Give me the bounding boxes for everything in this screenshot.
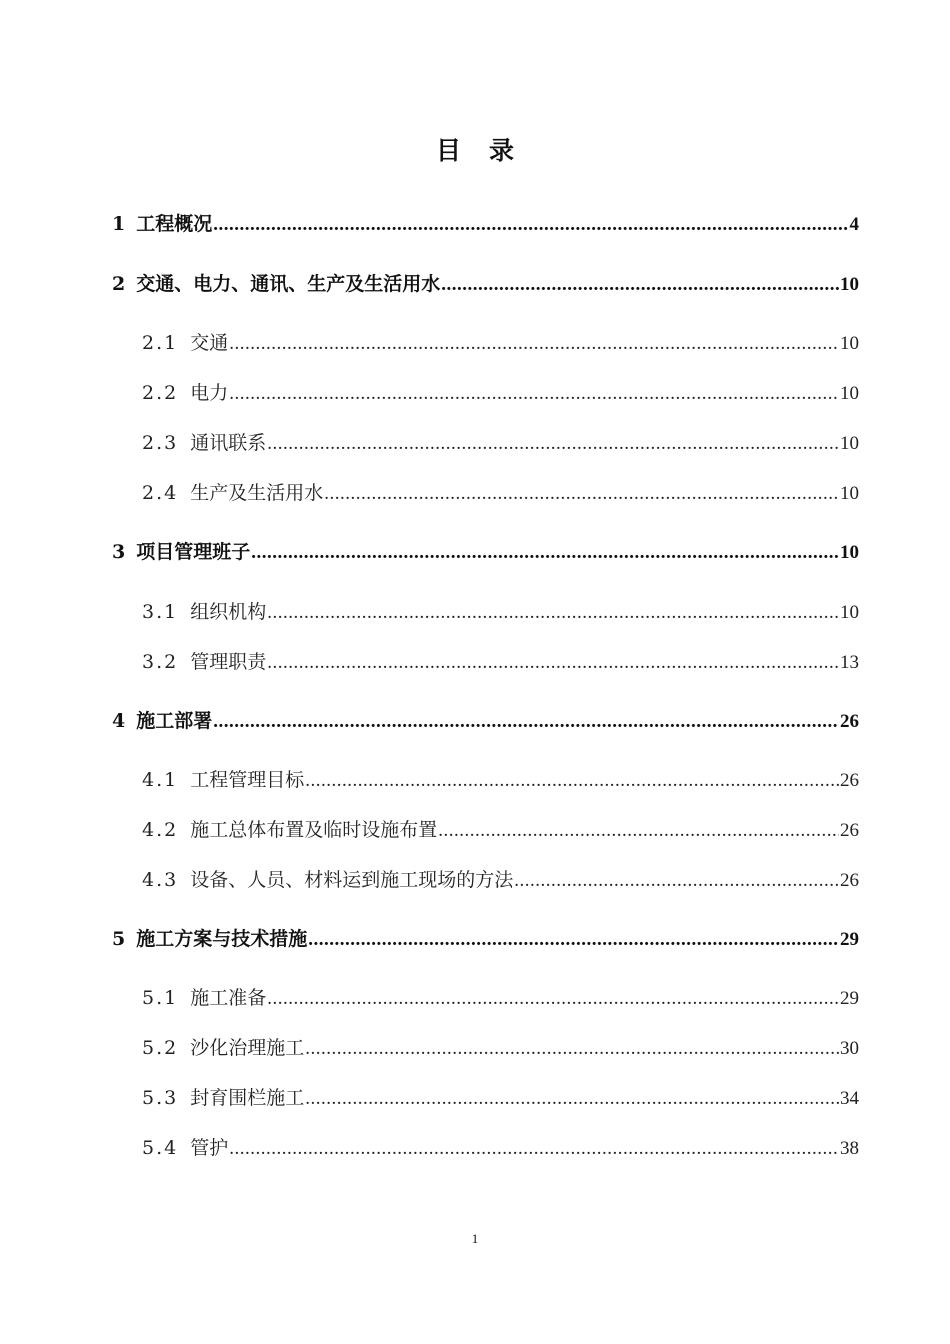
toc-entry-title: 电力 bbox=[190, 382, 229, 404]
toc-entry-title: 生产及生活用水 bbox=[190, 482, 324, 504]
toc-entry-number: 2 bbox=[112, 273, 126, 295]
toc-entry-page: 26 bbox=[840, 870, 859, 891]
toc-entry-number: 4.2 bbox=[142, 819, 179, 841]
toc-dot-leader bbox=[441, 267, 839, 303]
toc-entry-2-3[interactable] bbox=[142, 425, 859, 461]
toc-entry-page: 29 bbox=[840, 929, 859, 950]
toc-entry-number: 3.2 bbox=[142, 651, 179, 673]
toc-dot-leader bbox=[267, 426, 839, 462]
toc-entry-2-1[interactable] bbox=[142, 325, 859, 361]
toc-entry-5-3[interactable] bbox=[142, 1080, 859, 1116]
toc-entry-number: 2.4 bbox=[142, 482, 179, 504]
toc-entry-title: 交通、电力、通讯、生产及生活用水 bbox=[136, 273, 441, 295]
toc-entry-title: 封育围栏施工 bbox=[190, 1087, 305, 1109]
toc-entry-title: 工程概况 bbox=[136, 213, 213, 235]
toc-entry-5-1[interactable] bbox=[142, 980, 859, 1016]
toc-entry-page: 10 bbox=[840, 274, 859, 295]
toc-entry-number: 2.3 bbox=[142, 432, 179, 454]
toc-entry-page: 26 bbox=[840, 711, 859, 732]
toc-entry-title: 交通 bbox=[190, 332, 229, 354]
toc-dot-leader bbox=[438, 813, 839, 849]
toc-entry-number: 3 bbox=[112, 541, 126, 563]
toc-dot-leader bbox=[229, 1131, 839, 1167]
page-title: 目录 bbox=[435, 136, 542, 165]
toc-entry-page: 4 bbox=[849, 214, 859, 235]
toc-entry-title: 施工部署 bbox=[136, 710, 213, 732]
toc-entry-2[interactable] bbox=[112, 266, 859, 302]
toc-dot-leader bbox=[251, 535, 839, 571]
toc-entry-title: 项目管理班子 bbox=[136, 541, 251, 563]
toc-entry-4[interactable] bbox=[112, 703, 859, 739]
toc-entry-page: 10 bbox=[840, 602, 859, 623]
toc-entry-number: 5.3 bbox=[142, 1087, 179, 1109]
toc-entry-page: 26 bbox=[840, 770, 859, 791]
toc-entry-number: 2.2 bbox=[142, 382, 179, 404]
toc-dot-leader bbox=[229, 376, 839, 412]
toc-entry-title: 施工总体布置及临时设施布置 bbox=[190, 819, 438, 841]
toc-entry-page: 10 bbox=[840, 433, 859, 454]
page-number: 1 bbox=[471, 1231, 479, 1246]
toc-dot-leader bbox=[267, 595, 839, 631]
toc-entry-page: 34 bbox=[840, 1088, 859, 1109]
toc-entry-5[interactable] bbox=[112, 921, 859, 957]
toc-entry-3-2[interactable] bbox=[142, 644, 859, 680]
toc-dot-leader bbox=[267, 645, 839, 681]
toc-entry-title: 施工方案与技术措施 bbox=[136, 928, 308, 950]
toc-entry-page: 13 bbox=[840, 652, 859, 673]
toc-entry-5-4[interactable] bbox=[142, 1130, 859, 1166]
toc-entry-number: 1 bbox=[112, 213, 126, 235]
toc-entry-title: 管理职责 bbox=[190, 651, 267, 673]
toc-entry-4-1[interactable] bbox=[142, 762, 859, 798]
toc-entry-title: 组织机构 bbox=[190, 601, 267, 623]
toc-entry-number: 5.4 bbox=[142, 1137, 179, 1159]
toc-entry-title: 设备、人员、材料运到施工现场的方法 bbox=[190, 869, 514, 891]
toc-entry-title: 通讯联系 bbox=[190, 432, 267, 454]
toc-entry-number: 5.1 bbox=[142, 987, 179, 1009]
toc-entry-page: 10 bbox=[840, 483, 859, 504]
toc-entry-number: 5 bbox=[112, 928, 126, 950]
toc-dot-leader bbox=[267, 981, 839, 1017]
toc-entry-4-2[interactable] bbox=[142, 812, 859, 848]
toc-entry-number: 4 bbox=[112, 710, 126, 732]
toc-entry-title: 沙化治理施工 bbox=[190, 1037, 305, 1059]
toc-entry-title: 管护 bbox=[190, 1137, 229, 1159]
toc-entry-3-1[interactable] bbox=[142, 594, 859, 630]
toc-entry-3[interactable] bbox=[112, 534, 859, 570]
toc-entry-number: 5.2 bbox=[142, 1037, 179, 1059]
toc-entry-number: 2.1 bbox=[142, 332, 179, 354]
toc-dot-leader bbox=[305, 1081, 839, 1117]
toc-entry-page: 10 bbox=[840, 383, 859, 404]
toc-dot-leader bbox=[213, 704, 839, 740]
toc-entry-page: 30 bbox=[840, 1038, 859, 1059]
toc-entry-2-4[interactable] bbox=[142, 475, 859, 511]
toc-entry-number: 3.1 bbox=[142, 601, 179, 623]
toc-entry-page: 38 bbox=[840, 1138, 859, 1159]
toc-entry-page: 26 bbox=[840, 820, 859, 841]
toc-dot-leader bbox=[229, 326, 839, 362]
toc-entry-page: 29 bbox=[840, 988, 859, 1009]
toc-dot-leader bbox=[213, 207, 848, 243]
toc-entry-page: 10 bbox=[840, 333, 859, 354]
toc-dot-leader bbox=[305, 1031, 839, 1067]
toc-entry-title: 施工准备 bbox=[190, 987, 267, 1009]
toc-entry-1[interactable] bbox=[112, 206, 859, 242]
toc-dot-leader bbox=[308, 922, 839, 958]
toc-entry-number: 4.1 bbox=[142, 769, 179, 791]
toc-dot-leader bbox=[514, 863, 839, 899]
toc-dot-leader bbox=[324, 476, 839, 512]
toc-entry-title: 工程管理目标 bbox=[190, 769, 305, 791]
toc-entry-2-2[interactable] bbox=[142, 375, 859, 411]
toc-entry-number: 4.3 bbox=[142, 869, 179, 891]
toc-entry-5-2[interactable] bbox=[142, 1030, 859, 1066]
toc-entry-page: 10 bbox=[840, 542, 859, 563]
toc-dot-leader bbox=[305, 763, 839, 799]
toc-entry-4-3[interactable] bbox=[142, 862, 859, 898]
